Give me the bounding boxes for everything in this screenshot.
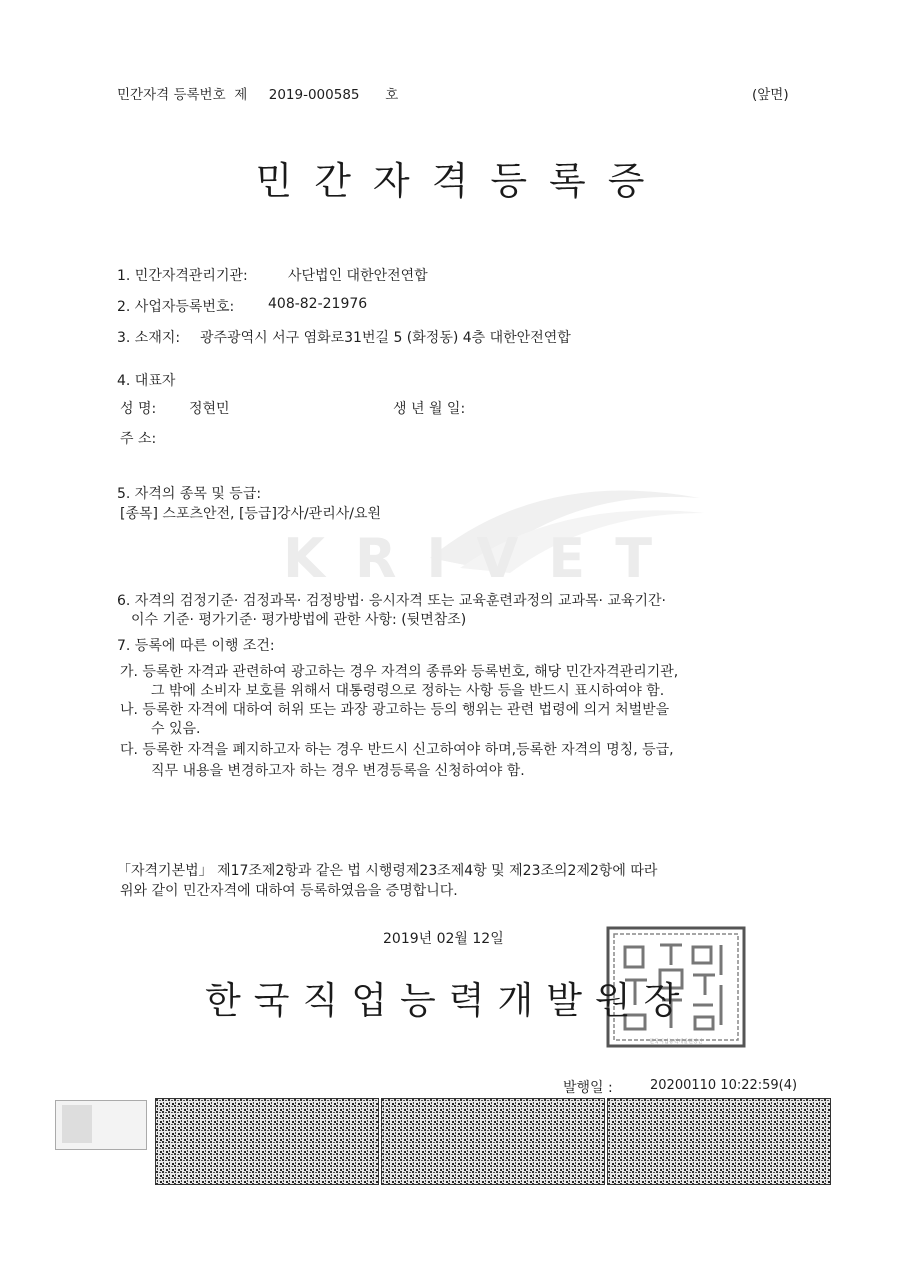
condition-b-line-2: 수 있음.: [151, 721, 201, 737]
issue-date: 2019년 02월 12일: [383, 931, 504, 947]
representative-label: 4. 대표자: [117, 373, 176, 389]
conditions-label: 7. 등록에 따른 이행 조건:: [117, 638, 275, 654]
criteria-line-1: 6. 자격의 검정기준· 검정과목· 검정방법· 응시자격 또는 교육훈련과정의 교과목· 교육기간·: [117, 593, 666, 609]
barcode-2: [381, 1098, 605, 1185]
barcode-3: [607, 1098, 831, 1185]
barcode-pattern-2: [382, 1099, 604, 1184]
qr-pattern: [62, 1105, 92, 1143]
watermark-krivet: KRIVET: [283, 527, 683, 590]
condition-a-line-1: 가. 등록한 자격과 관련하여 광고하는 경우 자격의 종류와 등록번호, 해당 민간자격관리기관,: [120, 664, 679, 680]
rep-name-value: 정현민: [189, 401, 230, 417]
qualification-label: 5. 자격의 종목 및 등급:: [117, 486, 262, 502]
issuer-name: 한국직업능력개발원장: [205, 979, 693, 1022]
issue-timestamp-label: 발행일 :: [563, 1080, 613, 1096]
page-title: 민간자격등록증: [255, 159, 667, 203]
statement-line-2: 위와 같이 민간자격에 대하여 등록하였음을 증명합니다.: [120, 883, 458, 899]
address-label: 3. 소재지:: [117, 330, 181, 346]
verification-qr-icon: [55, 1100, 147, 1150]
rep-name-label: 성 명:: [120, 401, 157, 417]
org-label: 1. 민간자격관리기관:: [117, 268, 248, 284]
address-value: 광주광역시 서구 염화로31번길 5 (화정동) 4층 대한안전연합: [200, 330, 571, 346]
condition-b-line-1: 나. 등록한 자격에 대하여 허위 또는 과장 광고하는 등의 행위는 관련 법령에 의거 처벌받을: [120, 702, 670, 718]
rep-address-label: 주 소:: [120, 431, 157, 447]
barcode-pattern-3: [608, 1099, 830, 1184]
rep-birth-label: 생 년 월 일:: [393, 401, 466, 417]
page-side-label: (앞면): [752, 87, 789, 103]
registration-number-label: 민간자격 등록번호 제 2019-000585 호: [117, 87, 399, 103]
issue-timestamp-value: 20200110 10:22:59(4): [650, 1078, 798, 1093]
condition-c-line-1: 다. 등록한 자격을 폐지하고자 하는 경우 반드시 신고하여야 하며,등록한 자격의 명칭, 등급,: [120, 742, 674, 758]
barcode-1: [155, 1098, 379, 1185]
barcode-pattern-1: [156, 1099, 378, 1184]
criteria-line-2: 이수 기준· 평가기준· 평가방법에 관한 사항: (뒷면참조): [131, 612, 467, 628]
bizno-value: 408-82-21976: [268, 296, 368, 312]
seal-text: 한국직업능력개발원장인: [649, 1039, 703, 1045]
registration-number: 2019-000585: [268, 87, 360, 103]
org-value: 사단법인 대한안전연합: [288, 268, 428, 284]
bizno-label: 2. 사업자등록번호:: [117, 299, 235, 315]
qualification-value: [종목] 스포츠안전, [등급]강사/관리사/요원: [120, 506, 382, 522]
condition-c-line-2: 직무 내용을 변경하고자 하는 경우 변경등록을 신청하여야 함.: [151, 763, 525, 779]
statement-line-1: 「자격기본법」 제17조제2항과 같은 법 시행령제23조제4항 및 제23조의2제2항에 따라: [117, 863, 658, 879]
condition-a-line-2: 그 밖에 소비자 보호를 위해서 대통령령으로 정하는 사항 등을 반드시 표시하여야 함.: [151, 683, 665, 699]
